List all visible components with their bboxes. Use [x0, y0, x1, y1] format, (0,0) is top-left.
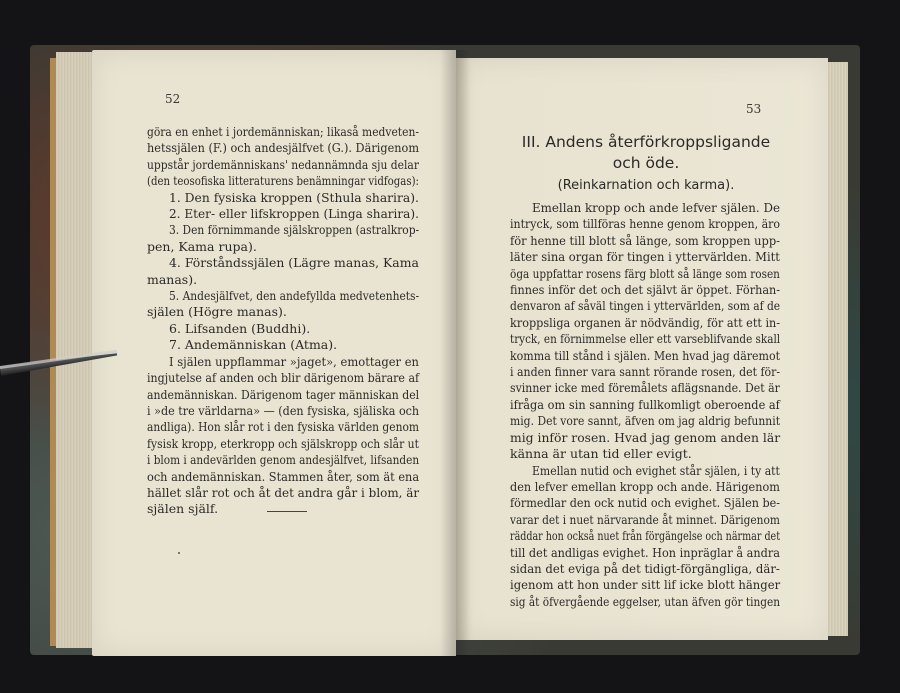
- section-rule: [267, 511, 307, 512]
- text-line: till det andligas evighet. Hon inpräglar å andra: [510, 544, 780, 560]
- text-line: andemänniskan. Därigenom tager människan del: [147, 386, 420, 402]
- text-line: den lefver emellan kropp och ande. Härigenom: [510, 478, 780, 494]
- text-line: Emellan kropp och ande lefver själen. De: [532, 200, 780, 215]
- book-gutter: [440, 50, 470, 656]
- text-line: och andemänniskan. Stammen åter, som ät ena: [147, 468, 420, 484]
- text-line: uppstår jordemänniskans' nedannämnda sju delar: [147, 156, 419, 172]
- text-line: läter sina organ för tingen i yttervärlden. Mitt: [510, 249, 780, 265]
- chapter-title-line2: och öde.: [612, 154, 680, 172]
- left-page-text: [147, 124, 419, 518]
- ink-speck: [178, 552, 180, 554]
- text-line: själen (Högre manas).: [147, 304, 287, 320]
- text-line: tryck, en förnimmelse eller ett varseblifvande skall: [510, 331, 781, 347]
- text-line: räddar hon också nuet från förgängelse och närmar det: [510, 528, 781, 544]
- text-line: igenom att hon under sitt lif icke blott hänger: [510, 577, 781, 593]
- text-line: 7. Andemänniskan (Atma).: [169, 337, 338, 353]
- text-line: känna är utan tid eller evigt.: [510, 446, 692, 462]
- text-line: andliga). Hon slår rot i den fysiska världen genom: [147, 419, 420, 435]
- text-line: sig åt öfvergående eggelser, utan äfven gör tingen: [510, 593, 781, 609]
- text-line: i anden finner vara sannt rörande rosen, det för-: [510, 364, 781, 380]
- text-line: 3. Den förnimmande själskroppen (astralkrop-: [169, 222, 420, 238]
- text-line: Emellan nutid och evighet står själen, i ty att: [532, 462, 780, 478]
- text-line: mig inför rosen. Hvad jag genom anden lär: [510, 429, 781, 445]
- text-line: öga uppfattar rosens färg blott så länge som rosen: [510, 265, 780, 281]
- text-line: ifråga om sin sanning fullkomligt oberoende af: [510, 396, 780, 412]
- text-line: (den teosofiska litteraturens benämningar vidfogas):: [147, 173, 419, 189]
- text-line: själen själf.: [147, 501, 219, 517]
- text-line: komma till stånd i själen. Men hvad jag däremot: [510, 347, 781, 363]
- page-number-left: 52: [165, 92, 181, 106]
- text-line: svinner icke med föremålets aflägsnande. Det är: [510, 380, 780, 396]
- text-line: göra en enhet i jordemänniskan; likaså medveten-: [147, 124, 419, 139]
- text-line: i »de tre världarna» — (den fysiska, själiska och: [147, 402, 420, 418]
- text-line: i blom i andevärlden genom andesjälfvet, lifsanden: [147, 452, 420, 468]
- chapter-title: III. Andens återförkroppsligande: [521, 133, 771, 151]
- chapter-subtitle: (Reinkarnation och karma).: [557, 178, 735, 193]
- text-line: intryck, som tillföras henne genom kroppen, äro: [510, 216, 781, 232]
- text-line: 2. Eter- eller lifskroppen (Linga sharira).: [169, 206, 419, 222]
- text-line: pen, Kama rupa).: [147, 238, 257, 254]
- text-line: mig. Det vore sannt, äfven om jag aldrig befunnit: [510, 413, 781, 429]
- text-line: kroppsliga organen är nödvändig, för att ett in-: [510, 314, 781, 330]
- text-line: hället slår rot och åt det andra går i blom, är: [147, 484, 420, 500]
- text-line: 5. Andesjälfvet, den andefyllda medvetenhets-: [169, 288, 420, 304]
- text-line: fysisk kropp, eterkropp och själskropp och slår ut: [147, 435, 419, 451]
- text-line: ingjutelse af anden och blir därigenom bärare af: [147, 370, 420, 386]
- text-line: finnes inför det och det självt är öppet. Förhan-: [510, 282, 781, 298]
- right-page-text: [510, 200, 780, 610]
- text-line: 1. Den fysiska kroppen (Sthula sharira).: [169, 189, 419, 205]
- text-line: för henne till blott så länge, som kroppen upp-: [510, 232, 781, 248]
- text-line: förmedlar den ock nutid och evighet. Själen be-: [510, 495, 781, 511]
- text-line: varar det i nuet närvarande åt minnet. Därigenom: [510, 511, 780, 527]
- text-line: manas).: [147, 271, 198, 287]
- text-line: denvaron af såväl tingen i yttervärlden, som af de: [510, 298, 781, 314]
- page-edges-right: [826, 62, 848, 636]
- page-number-right: 53: [746, 102, 762, 116]
- text-line: hetssjälen (F.) och andesjälfvet (G.). Därigenom: [147, 140, 420, 156]
- text-line: 4. Förståndssjälen (Lägre manas, Kama: [169, 255, 419, 271]
- text-line: sidan det eviga på det tidigt-förgängliga, där-: [510, 560, 780, 576]
- text-line: 6. Lifsanden (Buddhi).: [169, 320, 311, 336]
- text-line: I själen uppflammar »jaget», emottager en: [169, 353, 419, 369]
